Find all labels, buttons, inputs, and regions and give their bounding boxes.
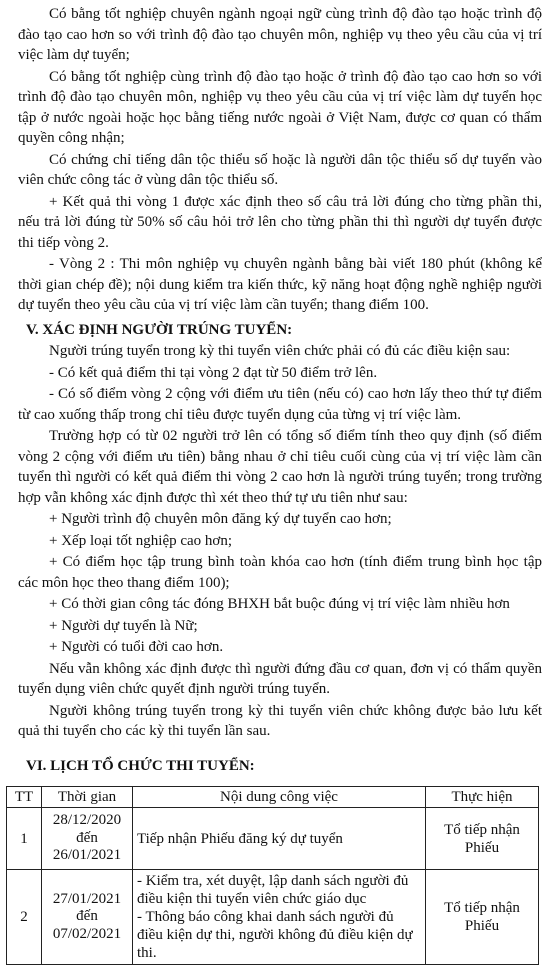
paragraph-round2: - Vòng 2 : Thi môn nghiệp vụ chuyên ngành bằng bài viết 180 phút (không kể thời gian chép đề); nội dung kiểm tra kiến thức, kỹ năng hoạt động nghề nghiệp người dự tuyển theo yêu cầu của vị trí việc làm cần tuyển; thang điểm 100. <box>18 256 542 313</box>
table-row <box>7 808 539 870</box>
date-to-word: đến <box>76 908 98 925</box>
date-from: 27/01/2021 <box>52 890 122 907</box>
paragraph-selection-condition-1: - Có kết quả điểm thi tại vòng 2 đạt từ 50 điểm trở lên. <box>49 364 378 381</box>
table-row <box>7 870 539 965</box>
paragraph-selection-intro: Người trúng tuyển trong kỳ thi tuyển viên chức phải có đủ các điều kiện sau: <box>49 343 511 359</box>
section-heading-schedule: VI. LỊCH TỔ CHỨC THI TUYỂN: <box>26 757 255 774</box>
paragraph-no-reservation: Người không trúng tuyển trong kỳ thi tuyển viên chức không được bảo lưu kết quả thi tuyển cho các kỳ thi tuyển lần sau. <box>18 702 542 739</box>
row-time <box>42 808 133 870</box>
column-header-time: Thời gian <box>42 787 133 808</box>
table-header-row <box>7 787 539 808</box>
row-time <box>42 870 133 965</box>
column-header-content: Nội dung công việc <box>133 787 426 808</box>
column-header-executor: Thực hiện <box>426 787 539 808</box>
priority-item: + Người dự tuyển là Nữ; <box>49 617 198 634</box>
paragraph-ethnic-certificate: Có chứng chỉ tiếng dân tộc thiểu số hoặc là người dân tộc thiểu số dự tuyển vào viên chức công tác ở vùng dân tộc thiểu số. <box>18 151 542 188</box>
priority-item: + Có điểm học tập trung bình toàn khóa cao hơn (tính điểm trung bình học tập các môn học theo thang điểm 100); <box>18 554 542 591</box>
row-number: 2 <box>7 870 42 965</box>
schedule-table <box>6 786 539 965</box>
paragraph-head-decides: Nếu vẫn không xác định được thì người đứng đầu cơ quan, đơn vị có thẩm quyền tuyển dụng viên chức quyết định người trúng tuyển. <box>18 660 542 697</box>
paragraph-foreign-language-degree: Có bằng tốt nghiệp chuyên ngành ngoại ngữ cùng trình độ đào tạo hoặc trình độ đào tạo cao hơn so với trình độ đào tạo chuyên môn, nghiệp vụ theo yêu cầu của vị trí việc làm dự tuyển; <box>18 6 542 63</box>
priority-item: + Người trình độ chuyên môn đăng ký dự tuyển cao hơn; <box>49 511 392 527</box>
row-number: 1 <box>7 808 42 870</box>
paragraph-round1-result: + Kết quả thi vòng 1 được xác định theo số câu trả lời đúng cho từng phần thi, nếu trả lời đúng từ 50% số câu hỏi trở lên cho từng phần thi thì người dự tuyển được thi tiếp vòng 2. <box>18 193 542 251</box>
paragraph-foreign-study-degree: Có bằng tốt nghiệp cùng trình độ đào tạo hoặc ở trình độ đào tạo cao hơn so với trình độ đào tạo chuyên môn, nghiệp vụ theo yêu cầu của vị trí việc làm dự tuyển học tập ở nước ngoài hoặc học bằng tiếng nước ngoài ở Việt Nam, được cơ quan có thẩm quyền công nhận; <box>18 68 542 146</box>
date-to-word: đến <box>76 829 98 846</box>
column-header-tt: TT <box>7 787 42 808</box>
content-line: - Thông báo công khai danh sách người đủ điều kiện dự thi, người không đủ điều kiện dự thi. <box>137 909 413 961</box>
row-executor: Tổ tiếp nhận Phiếu <box>426 808 539 870</box>
row-executor: Tổ tiếp nhận Phiếu <box>426 870 539 965</box>
content-line: - Kiểm tra, xét duyệt, lập danh sách người đủ điều kiện thi tuyển viên chức giáo dục <box>137 873 409 907</box>
priority-item: + Có thời gian công tác đóng BHXH bắt buộc đúng vị trí việc làm nhiều hơn <box>49 596 510 612</box>
row-content <box>133 870 426 965</box>
date-from: 28/12/2020 <box>52 812 122 829</box>
date-to: 26/01/2021 <box>52 847 122 864</box>
priority-item: + Người có tuổi đời cao hơn. <box>49 639 224 655</box>
paragraph-selection-condition-2: - Có số điểm vòng 2 cộng với điểm ưu tiên (nếu có) cao hơn lấy theo thứ tự điểm từ cao xuống thấp trong chỉ tiêu được tuyển dụng của từng vị trí việc làm. <box>18 386 542 423</box>
document-page <box>14 4 542 965</box>
date-to: 07/02/2021 <box>52 925 122 942</box>
paragraph-tie-case: Trường hợp có từ 02 người trở lên có tổng số điểm tính theo quy định (số điểm vòng 2 cộng với điểm ưu tiên) bằng nhau ở chỉ tiêu cuối cùng của vị trí việc làm cần tuyển thì người có kết quả điểm thi vòng 2 cao hơn là người trúng tuyển; trong trường hợp vẫn không xác định được thì xét theo thứ tự ưu tiên như sau: <box>18 428 542 506</box>
priority-item: + Xếp loại tốt nghiệp cao hơn; <box>49 532 233 549</box>
section-heading-selection: V. XÁC ĐỊNH NGƯỜI TRÚNG TUYỂN: <box>26 321 293 338</box>
row-content: Tiếp nhận Phiếu đăng ký dự tuyển <box>133 808 426 870</box>
